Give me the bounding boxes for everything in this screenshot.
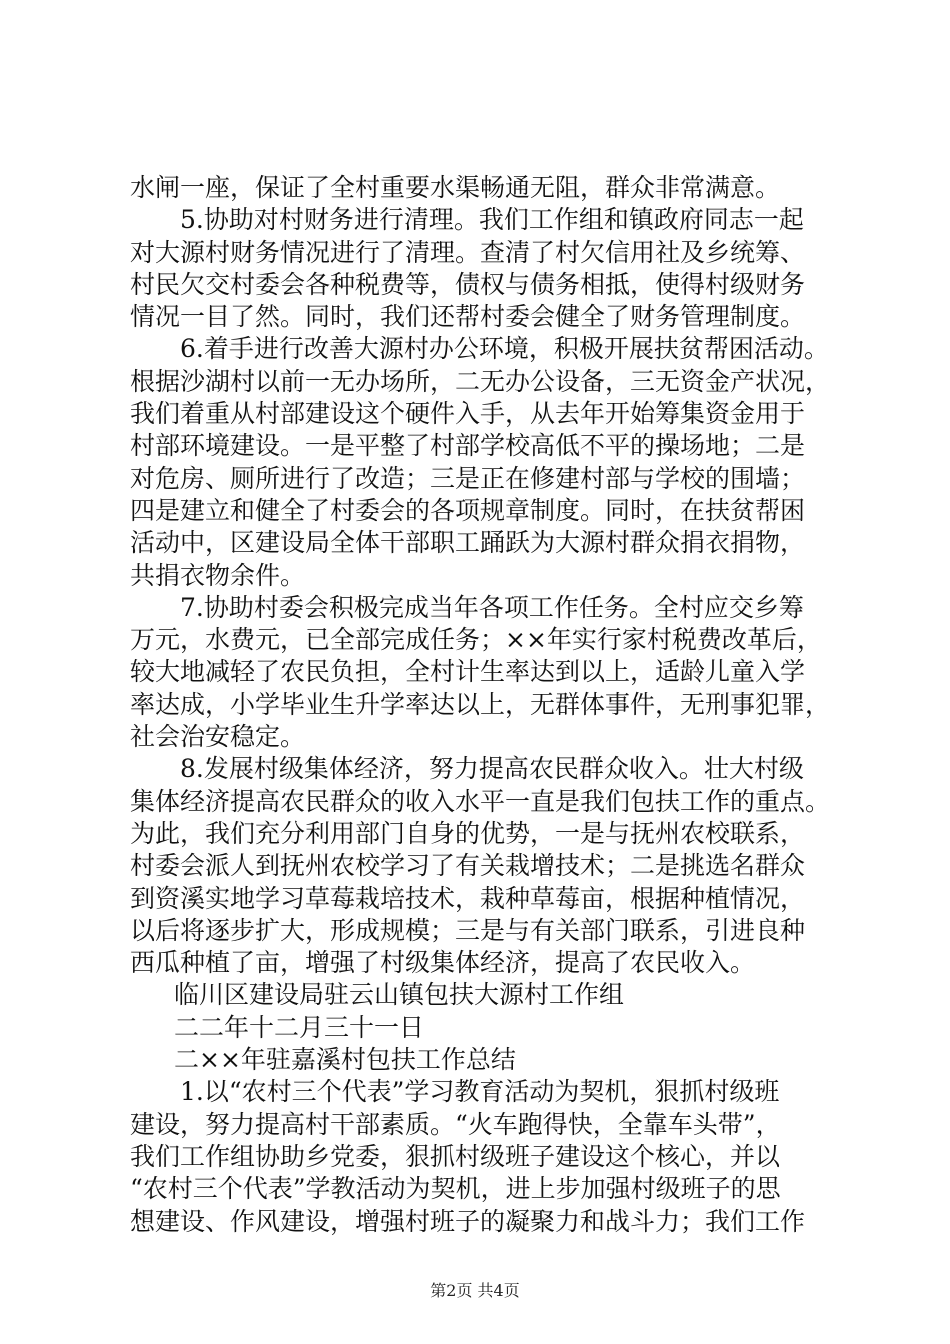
text-line: 村民欠交村委会各种税费等，债权与债务相抵，使得村级财务 (130, 269, 806, 299)
text-line: 8.发展村级集体经济，努力提高农民群众收入。壮大村级 (180, 754, 804, 784)
text-line: 水闸一座，保证了全村重要水渠畅通无阻，群众非常满意。 (130, 173, 781, 202)
text-line: 西瓜种植了亩，增强了村级集体经济，提高了农民收入。 (130, 948, 756, 978)
text-line: 较大地减轻了农民负担，全村计生率达到以上，适龄儿童入学 (130, 657, 806, 687)
document-body (130, 172, 830, 1238)
text-line: 到资溪实地学习草莓栽培技术，栽种草莓亩，根据种植情况， (130, 883, 806, 913)
text-line: 1.以“农村三个代表”学习教育活动为契机，狠抓村级班 (180, 1077, 780, 1107)
text-line: 为此，我们充分利用部门自身的优势，一是与抚州农校联系， (130, 818, 806, 848)
text-line: 对大源村财务情况进行了清理。查清了村欠信用社及乡统筹、 (130, 237, 806, 267)
text-line: 率达成，小学毕业生升学率达以上，无群体事件，无刑事犯罪， (130, 689, 831, 719)
text-line: 活动中，区建设局全体干部职工踊跃为大源村群众捐衣捐物， (130, 528, 806, 558)
page-number-footer: 第2页 共4页 (430, 1281, 520, 1300)
text-line: 6.着手进行改善大源村办公环境，积极开展扶贫帮困活动。 (180, 334, 829, 364)
signature-date: 二二年十二月三十一日 (174, 1012, 425, 1042)
text-line: 我们着重从村部建设这个硬件入手，从去年开始筹集资金用于 (130, 399, 806, 429)
text-line: 社会治安稳定。 (130, 722, 306, 752)
text-line: 情况一目了然。同时，我们还帮村委会健全了财务管理制度。 (130, 302, 806, 332)
section-title: 二××年驻嘉溪村包扶工作总结 (174, 1045, 516, 1075)
text-line: 共捐衣物余件。 (130, 560, 306, 590)
text-line: 7.协助村委会积极完成当年各项工作任务。全村应交乡筹 (180, 592, 804, 622)
text-line: 集体经济提高农民群众的收入水平一直是我们包扶工作的重点。 (130, 786, 831, 816)
text-line: 建设，努力提高村干部素质。“火车跑得快，全靠车头带”， (130, 1109, 781, 1139)
text-line: 万元，水费元，已全部完成任务；××年实行家村税费改革后， (130, 625, 822, 655)
signature-organization: 临川区建设局驻云山镇包扶大源村工作组 (174, 980, 625, 1010)
text-line: 根据沙湖村以前一无办场所，二无办公设备，三无资金产状况， (130, 366, 831, 396)
text-line: 以后将逐步扩大，形成规模；三是与有关部门联系，引进良种 (130, 915, 806, 945)
text-line: 想建设、作风建设，增强村班子的凝聚力和战斗力；我们工作 (130, 1206, 806, 1236)
text-line: 5.协助对村财务进行清理。我们工作组和镇政府同志一起 (180, 205, 804, 235)
text-line: 我们工作组协助乡党委，狠抓村级班子建设这个核心，并以 (130, 1141, 781, 1171)
text-line: 四是建立和健全了村委会的各项规章制度。同时，在扶贫帮困 (130, 495, 806, 525)
text-line: “农村三个代表”学教活动为契机，进上步加强村级班子的思 (130, 1174, 781, 1204)
text-line: 对危房、厕所进行了改造；三是正在修建村部与学校的围墙； (130, 463, 806, 493)
text-line: 村部环境建设。一是平整了村部学校高低不平的操场地；二是 (130, 431, 806, 461)
text-line: 村委会派人到抚州农校学习了有关栽增技术；二是挑选名群众 (130, 851, 806, 881)
